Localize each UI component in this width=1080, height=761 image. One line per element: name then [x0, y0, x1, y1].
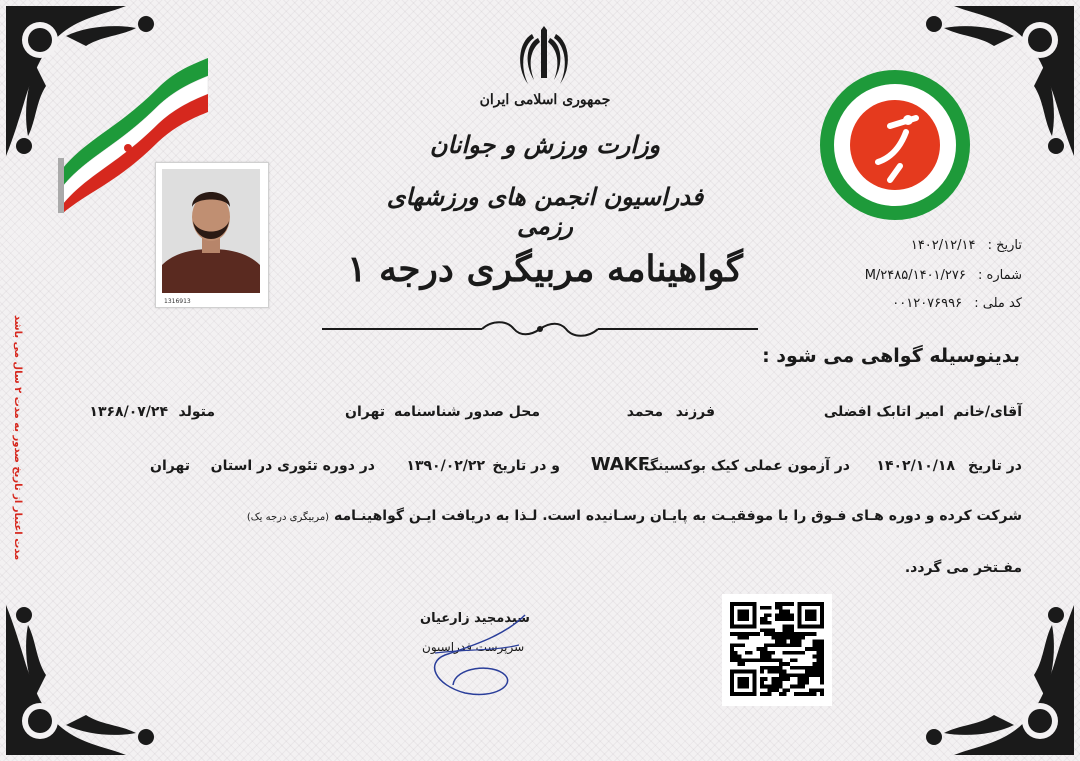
signature-icon: [415, 605, 545, 705]
date-prefix: در تاریخ: [967, 458, 1022, 474]
mr-label: آقای/خانم: [953, 404, 1022, 420]
child-of-label: فرزند: [675, 404, 715, 420]
national-id-value: ۰۰۱۲۰۷۶۹۹۶: [892, 296, 963, 311]
born-label: متولد: [178, 404, 215, 420]
ornament-corner-icon: [894, 575, 1074, 755]
header-republic: جمهوری اسلامی ایران: [479, 92, 611, 108]
practical-label: در آزمون عملی کیک بوکسینگ: [643, 458, 850, 474]
ornament-corner-icon: [6, 575, 186, 755]
completion-text: [247, 508, 1022, 524]
style-name: WAKF: [590, 454, 650, 475]
province: تهران: [150, 458, 190, 474]
closing-text: مفـتخر می گردد.: [904, 560, 1022, 576]
number-value: ۱۴۰۱/۲۷۶/M/۲۴۸۵: [864, 268, 966, 283]
iran-emblem-icon: [512, 24, 576, 88]
father-name: محمد: [626, 404, 663, 420]
date-label: تاریخ :: [987, 238, 1022, 253]
meta-date: [911, 238, 1022, 253]
header-ministry: وزارت ورزش و جوانان: [429, 130, 661, 159]
header-federation: فدراسیون انجمن های ورزشهای رزمی: [386, 182, 704, 240]
date-value: ۱۴۰۲/۱۲/۱۴: [910, 238, 976, 253]
intro-text: بدینوسیله گواهی می شود :: [762, 345, 1020, 367]
issue-place-label: محل صدور شناسنامه: [393, 404, 540, 420]
theory-date: ۱۳۹۰/۰۲/۲۲: [406, 458, 485, 474]
meta-number: [865, 268, 1022, 283]
validity-note: مدت اعتبار از تاریخ صدور به مدت ۲ سال می باشد: [12, 314, 23, 560]
portrait-photo: [155, 162, 269, 308]
certificate-title: گواهینامه مربیگری درجه ۱: [347, 248, 743, 290]
issue-place: تهران: [345, 404, 385, 420]
holder-name: امیر اتابک افضلی: [823, 404, 944, 420]
completion-sentence: شرکت کرده و دوره هـای فـوق را با موفقیـت به پایـان رسـانیده است. لـذا به دریافت ایـن گواهینـامه: [333, 508, 1022, 524]
portrait-image: [162, 169, 260, 293]
federation-logo-icon: [820, 70, 970, 220]
signer-name: سیدمجید زارعیان: [420, 611, 530, 626]
signer-title: سرپرست فدراسیون: [422, 640, 525, 654]
practical-date: ۱۴۰۲/۱۰/۱۸: [876, 458, 955, 474]
national-id-label: کد ملی :: [974, 296, 1022, 311]
meta-national-id: [892, 296, 1022, 311]
born-date: ۱۳۶۸/۰۷/۲۴: [89, 404, 168, 420]
photo-number: 1316913: [164, 298, 191, 305]
completion-grade: (مربیگری درجه یک): [246, 512, 330, 523]
qr-code-icon: [722, 594, 832, 706]
theory-label: در دوره تئوری در استان: [210, 458, 375, 474]
and-date-label: و در تاریخ: [492, 458, 560, 474]
ornament-divider-icon: [322, 318, 758, 340]
number-label: شماره :: [978, 268, 1022, 283]
